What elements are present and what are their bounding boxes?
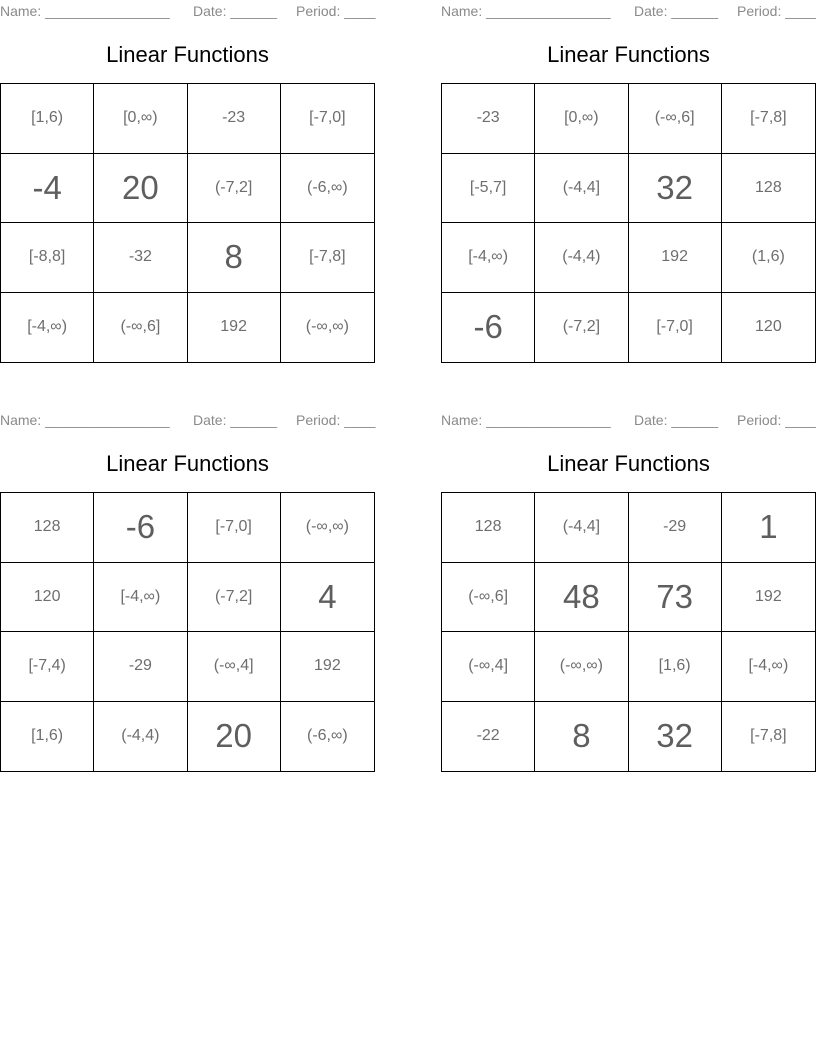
date-field-label: Date: ______: [634, 3, 719, 19]
card-title: Linear Functions: [106, 42, 269, 67]
name-field-label: Name: ________________: [0, 3, 170, 19]
grid-cell: [-4,∞): [94, 563, 187, 633]
bingo-grid: [0, 83, 375, 363]
grid-cell: (-∞,6]: [442, 563, 535, 633]
grid-cell: (-7,2]: [188, 154, 281, 224]
grid-cell: (-6,∞): [281, 154, 374, 224]
date-field-label: Date: ______: [634, 412, 719, 428]
bingo-card-3: [0, 409, 375, 774]
name-field-label: Name: ________________: [441, 412, 611, 428]
date-field-label: Date: ______: [193, 3, 278, 19]
grid-cell: 192: [281, 632, 374, 702]
bingo-grid: [441, 492, 816, 772]
grid-cell: (-∞,6]: [94, 293, 187, 363]
grid-cell: (-4,4]: [535, 493, 628, 563]
period-field-label: Period: ____: [296, 3, 376, 19]
grid-cell: 120: [755, 318, 782, 336]
grid-cell: [-4,∞): [1, 293, 94, 363]
grid-cell: (-6,∞): [307, 727, 348, 745]
date-field-label: Date: ______: [193, 412, 278, 428]
period-field-label: Period: ____: [296, 412, 376, 428]
grid-cell: (-∞,4]: [188, 632, 281, 702]
grid-cell: 48: [535, 563, 628, 633]
grid-cell: -23: [188, 84, 281, 154]
grid-cell: -32: [94, 223, 187, 293]
grid-cell: 8: [188, 223, 281, 293]
student-info-header: [0, 412, 375, 428]
grid-cell: 32: [629, 702, 722, 772]
grid-cell: [-7,0]: [188, 493, 281, 563]
period-field-label: Period: ____: [737, 412, 816, 428]
grid-cell: 192: [629, 223, 722, 293]
grid-cell: 128: [722, 154, 815, 224]
grid-cell: 192: [722, 563, 815, 633]
grid-cell: [0,∞): [94, 84, 187, 154]
grid-cell: [-7,8]: [750, 727, 787, 745]
period-field-label: Period: ____: [737, 3, 816, 19]
grid-cell: 73: [629, 563, 722, 633]
grid-cell: [1,6): [1, 702, 94, 772]
card-title: Linear Functions: [547, 42, 710, 67]
grid-cell: [-7,8]: [281, 223, 374, 293]
grid-cell: (-7,2]: [535, 293, 628, 363]
grid-cell: (-∞,∞): [535, 632, 628, 702]
grid-cell: [-7,8]: [722, 84, 815, 154]
grid-cell: (-∞,∞): [305, 318, 349, 336]
bingo-grid: [441, 83, 816, 363]
grid-cell: [-7,4): [1, 632, 94, 702]
bingo-card-4: [441, 409, 816, 774]
grid-cell: 192: [188, 293, 281, 363]
grid-cell: 120: [1, 563, 94, 633]
grid-cell: 20: [188, 702, 281, 772]
grid-cell: 128: [442, 493, 535, 563]
grid-cell: (-∞,6]: [629, 84, 722, 154]
grid-cell: (1,6): [722, 223, 815, 293]
bingo-grid: [0, 492, 375, 772]
grid-cell: [1,6): [1, 84, 94, 154]
grid-cell: -23: [442, 84, 535, 154]
bingo-card-1: [0, 0, 375, 365]
grid-cell: [-4,∞): [442, 223, 535, 293]
grid-cell: 128: [1, 493, 94, 563]
student-info-header: [441, 412, 816, 428]
grid-cell: [-7,0]: [281, 84, 374, 154]
grid-cell: (-∞,4]: [442, 632, 535, 702]
student-info-header: [441, 3, 816, 19]
grid-cell: [0,∞): [535, 84, 628, 154]
grid-cell: 8: [535, 702, 628, 772]
name-field-label: Name: ________________: [0, 412, 170, 428]
grid-cell: 20: [94, 154, 187, 224]
grid-cell: [1,6): [629, 632, 722, 702]
grid-cell: (-∞,∞): [281, 493, 374, 563]
grid-cell: -4: [1, 154, 94, 224]
card-title: Linear Functions: [106, 451, 269, 476]
student-info-header: [0, 3, 375, 19]
grid-cell: [-7,0]: [629, 293, 722, 363]
grid-cell: 1: [722, 493, 815, 563]
grid-cell: [-5,7]: [442, 154, 535, 224]
bingo-card-2: [441, 0, 816, 365]
grid-cell: [-4,∞): [722, 632, 815, 702]
grid-cell: (-4,4): [94, 702, 187, 772]
grid-cell: [-8,8]: [1, 223, 94, 293]
grid-cell: 4: [281, 563, 374, 633]
grid-cell: (-4,4): [535, 223, 628, 293]
grid-cell: -6: [94, 493, 187, 563]
grid-cell: -6: [442, 293, 535, 363]
grid-cell: -29: [94, 632, 187, 702]
card-title: Linear Functions: [547, 451, 710, 476]
grid-cell: (-4,4]: [535, 154, 628, 224]
grid-cell: -29: [629, 493, 722, 563]
name-field-label: Name: ________________: [441, 3, 611, 19]
grid-cell: -22: [442, 702, 535, 772]
grid-cell: (-7,2]: [188, 563, 281, 633]
grid-cell: 32: [629, 154, 722, 224]
